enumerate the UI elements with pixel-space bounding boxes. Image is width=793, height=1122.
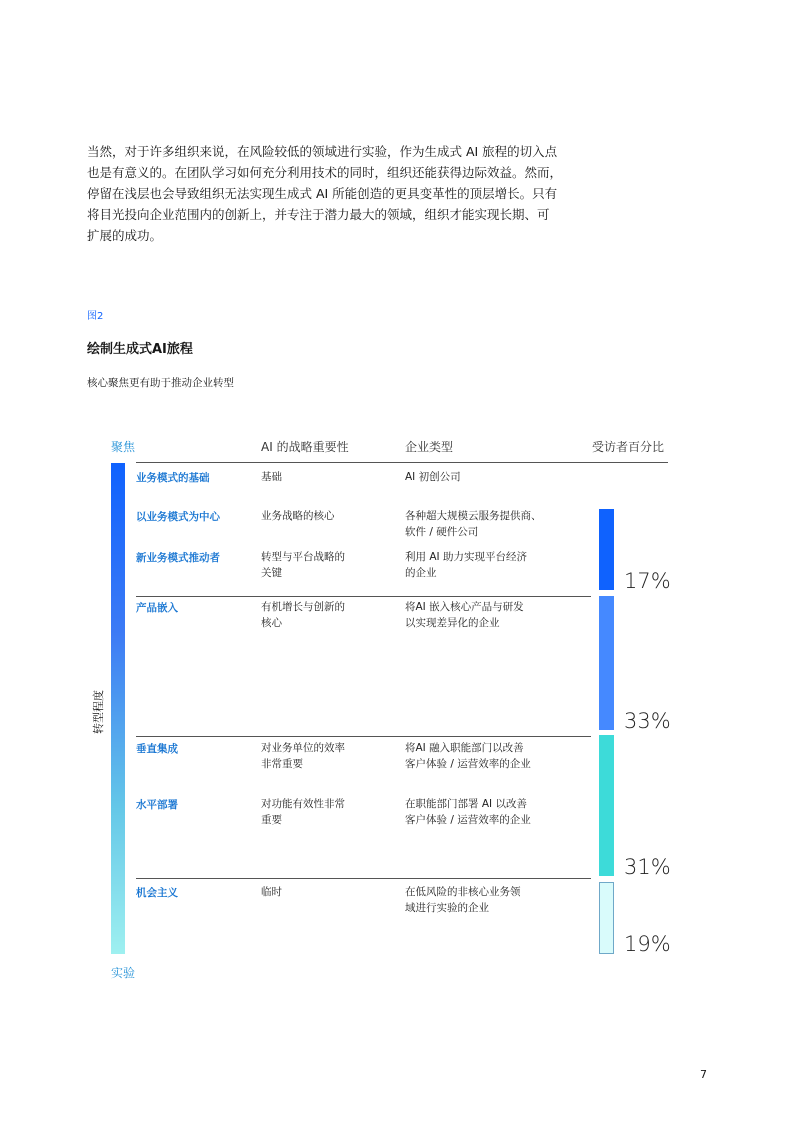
percent-label: 33% [624, 709, 671, 733]
percent-label: 31% [624, 855, 671, 879]
figure-label: 图2 [87, 311, 104, 322]
transformation-gradient-bar [111, 463, 125, 954]
header-percent: 受访者百分比 [592, 440, 665, 454]
group-divider [136, 878, 591, 879]
company-type-line: 软件 / 硬件公司 [405, 526, 479, 538]
row-importance [261, 740, 391, 772]
row-importance [261, 599, 391, 631]
company-type-line: 客户体验 / 运营效率的企业 [405, 814, 531, 826]
company-type-line: 在低风险的非核心业务领 [405, 886, 521, 898]
company-type-line: 的企业 [405, 567, 437, 579]
company-type-line: 域进行实验的企业 [405, 902, 489, 914]
row-company-type [405, 740, 565, 772]
company-type-line: 以实现差异化的企业 [405, 617, 500, 629]
header-company-type: 企业类型 [405, 440, 454, 454]
row-category: 水平部署 [136, 799, 178, 811]
axis-top-label: 聚焦 [111, 440, 136, 454]
importance-line: 非常重要 [261, 758, 303, 770]
axis-bottom-label: 实验 [111, 966, 136, 980]
row-company-type [405, 549, 565, 581]
row-category: 新业务模式推动者 [136, 552, 220, 564]
percent-label: 17% [624, 569, 671, 593]
importance-line: 重要 [261, 814, 282, 826]
row-category: 以业务模式为中心 [136, 511, 220, 523]
percent-bar [599, 509, 614, 590]
row-importance [261, 884, 391, 900]
importance-line: 业务战略的核心 [261, 510, 335, 522]
intro-line: 当然，对于许多组织来说，在风险较低的领域进行实验，作为生成式 AI 旅程的切入点 [87, 144, 558, 159]
importance-line: 核心 [261, 617, 282, 629]
company-type-line: 在职能部门部署 AI 以改善 [405, 798, 527, 810]
intro-paragraph [87, 141, 563, 246]
importance-line: 有机增长与创新的 [261, 601, 345, 613]
company-type-line: 客户体验 / 运营效率的企业 [405, 758, 531, 770]
axis-title: 转型程度 [92, 690, 105, 734]
row-importance [261, 469, 391, 485]
group-divider [136, 736, 591, 737]
row-category: 产品嵌入 [136, 602, 178, 614]
percent-bar [599, 596, 614, 730]
row-company-type [405, 599, 565, 631]
row-company-type [405, 796, 565, 828]
row-company-type [405, 508, 565, 540]
page-number: 7 [700, 1068, 707, 1081]
importance-line: 基础 [261, 471, 282, 483]
intro-line: 也是有意义的。在团队学习如何充分利用技术的同时，组织还能获得边际效益。然而， [87, 165, 563, 180]
importance-line: 对业务单位的效率 [261, 742, 345, 754]
intro-line: 扩展的成功。 [87, 228, 163, 243]
header-divider [136, 462, 668, 463]
intro-line: 将目光投向企业范围内的创新上，并专注于潜力最大的领域，组织才能实现长期、可 [87, 207, 550, 222]
figure-title: 绘制生成式AI旅程 [87, 342, 193, 357]
row-importance [261, 508, 391, 524]
company-type-line: 将AI 嵌入核心产品与研发 [405, 601, 524, 613]
row-company-type [405, 884, 565, 916]
figure-subtitle: 核心聚焦更有助于推动企业转型 [87, 377, 234, 389]
importance-line: 对功能有效性非常 [261, 798, 345, 810]
row-company-type [405, 469, 565, 485]
importance-line: 转型与平台战略的 [261, 551, 345, 563]
header-importance: AI 的战略重要性 [261, 440, 349, 454]
intro-line: 停留在浅层也会导致组织无法实现生成式 AI 所能创造的更具变革性的顶层增长。只有 [87, 186, 558, 201]
company-type-line: 利用 AI 助力实现平台经济 [405, 551, 527, 563]
company-type-line: 各种超大规模云服务提供商、 [405, 510, 542, 522]
company-type-line: 将AI 融入职能部门以改善 [405, 742, 524, 754]
percent-bar [599, 735, 614, 876]
row-importance [261, 549, 391, 581]
row-category: 机会主义 [136, 887, 178, 899]
importance-line: 临时 [261, 886, 282, 898]
row-category: 垂直集成 [136, 743, 178, 755]
company-type-line: AI 初创公司 [405, 471, 461, 483]
percent-label: 19% [624, 932, 671, 956]
row-importance [261, 796, 391, 828]
row-category: 业务模式的基础 [136, 472, 210, 484]
percent-bar [599, 882, 614, 954]
group-divider [136, 596, 591, 597]
importance-line: 关键 [261, 567, 282, 579]
